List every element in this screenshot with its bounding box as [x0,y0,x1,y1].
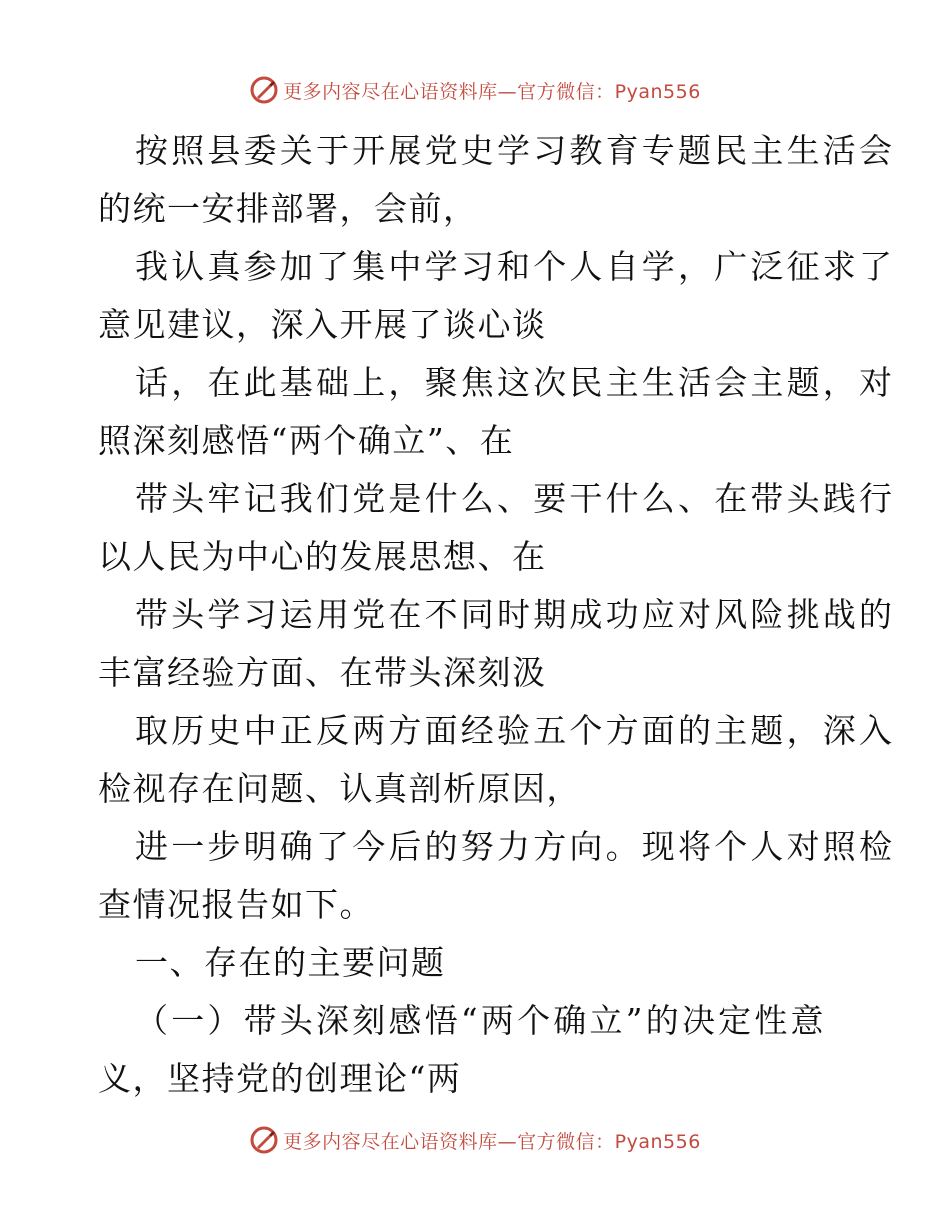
paragraph-line: 按照县委关于开展党史学习教育专题民主生活会 [135,131,896,170]
paragraph-line: 我认真参加了集中学习和个人自学，广泛征求了 [135,247,896,286]
paragraph-line: 意见建议，深入开展了谈心谈 [98,305,547,344]
paragraph-line: 检视存在问题、认真剖析原因， [98,769,581,808]
paragraph-line: 以人民为中心的发展思想、在 [98,537,547,576]
paragraph-line: 查情况报告如下。 [98,885,374,924]
footer-watermark [0,1120,950,1160]
paragraph-line: 进一步明确了今后的努力方向。现将个人对照检 [135,827,896,866]
watermark-text: 更多内容尽在心语资料库—官方微信：Pyan556 [283,80,701,103]
header-watermark [0,70,950,110]
paragraph-line: 话，在此基础上，聚焦这次民主生活会主题，对 [135,363,896,402]
subsection-heading: （一）带头深刻感悟“两个确立”的决定性意 [135,1001,827,1040]
section-heading: 一、存在的主要问题 [135,943,446,982]
paragraph-line: 带头牢记我们党是什么、要干什么、在带头践行 [135,479,896,518]
paragraph-line: 照深刻感悟“两个确立”、在 [98,421,515,460]
paragraph-line: 取历史中正反两方面经验五个方面的主题，深入 [135,711,896,750]
watermark-text: 更多内容尽在心语资料库—官方微信：Pyan556 [283,1130,701,1153]
paragraph-line: 的统一安排部署，会前， [98,189,478,228]
pen-in-circle-logo-icon [249,75,279,105]
paragraph-line: 丰富经验方面、在带头深刻汲 [98,653,547,692]
pen-in-circle-logo-icon [249,1125,279,1155]
paragraph-line: 义，坚持党的创理论“两 [98,1059,462,1098]
document-body [98,122,896,1108]
paragraph-line: 带头学习运用党在不同时期成功应对风险挑战的 [135,595,896,634]
